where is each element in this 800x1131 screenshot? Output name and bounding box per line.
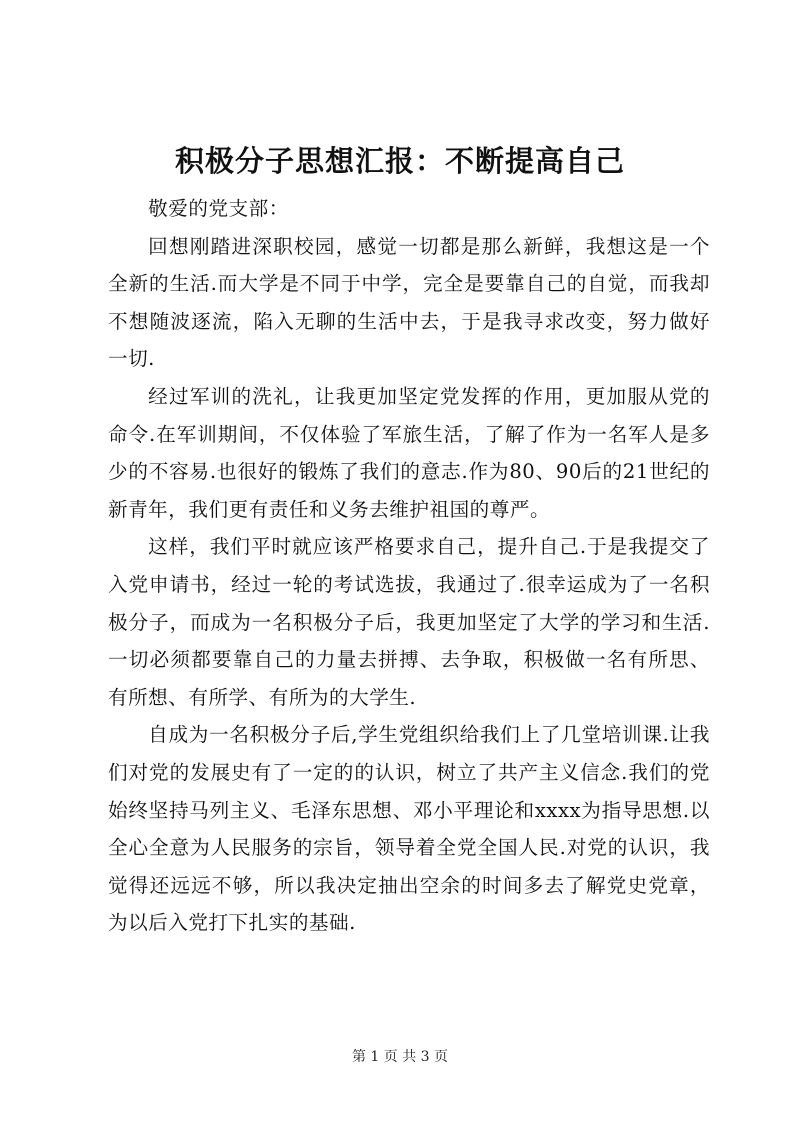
document-title: 积极分子思想汇报：不断提高自己: [174, 144, 625, 178]
paragraph-2: 经过军训的洗礼，让我更加坚定党发挥的作用，更加服从党的命令.在军训期间，不仅体验了军旅生活，了解了作为一名军人是多少的不容易.也很好的锻炼了我们的意志.作为80、90后的21世纪的新青年，我们更有责任和义务去维护祖国的尊严。: [108, 384, 710, 521]
paragraph-4: 自成为一名积极分子后,学生党组织给我们上了几堂培训课.让我们对党的发展史有了一定的的认识，树立了共产主义信念.我们的党始终坚持马列主义、毛泽东思想、邓小平理论和xxxx为指导思想.以全心全意为人民服务的宗旨，领导着全党全国人民.对党的认识，我觉得还远远不够，所以我决定抽出空余的时间多去了解党史党章，为以后入党打下扎实的基础.: [108, 723, 710, 935]
paragraph-1: 回想刚踏进深职校园，感觉一切都是那么新鲜，我想这是一个全新的生活.而大学是不同于中学，完全是要靠自己的自觉，而我却不想随波逐流，陷入无聊的生活中去，于是我寻求改变，努力做好一切.: [108, 234, 710, 371]
page-number-footer: 第 1 页 共 3 页: [351, 1049, 449, 1065]
document-body: [108, 190, 710, 942]
paragraph-3: 这样，我们平时就应该严格要求自己，提升自己.于是我提交了入党申请书，经过一轮的考试选拔，我通过了.很幸运成为了一名积极分子，而成为一名积极分子后，我更加坚定了大学的学习和生活.一切必须都要靠自己的力量去拼搏、去争取，积极做一名有所思、有所想、有所学、有所为的大学生.: [108, 535, 710, 709]
salutation: 敬爱的党支部：: [148, 197, 289, 220]
